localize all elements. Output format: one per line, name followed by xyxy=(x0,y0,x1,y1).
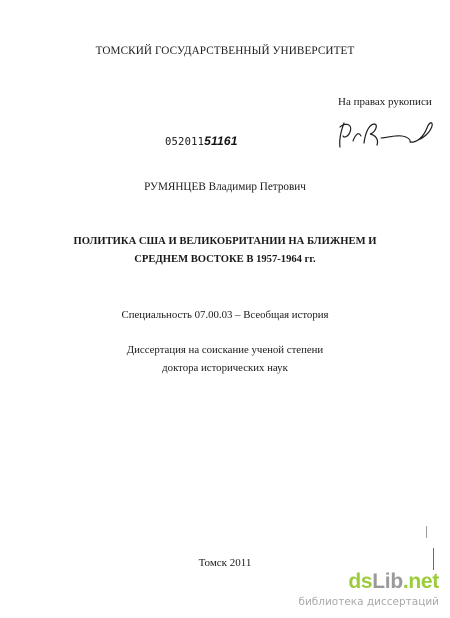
handwritten-signature xyxy=(330,113,440,151)
scan-edge-mark xyxy=(426,526,427,538)
dslib-logo-lib: Lib xyxy=(372,570,403,593)
scan-edge-mark xyxy=(433,548,434,570)
degree-statement-line-1: Диссертация на соискание ученой степени xyxy=(126,344,324,356)
dslib-watermark[interactable] xyxy=(272,570,447,616)
manuscript-rights-note: На правах рукописи xyxy=(338,96,432,108)
specialty-code: Специальность 07.00.03 – Всеобщая история xyxy=(121,309,329,321)
registration-number xyxy=(165,134,238,148)
registration-number-prefix: 052011 xyxy=(165,136,205,148)
city-and-year: Томск 2011 xyxy=(198,557,252,569)
dslib-logo xyxy=(348,570,439,594)
author-name: РУМЯНЦЕВ Владимир Петрович xyxy=(144,181,306,193)
dslib-logo-net: .net xyxy=(402,570,439,593)
dissertation-title-line-2: СРЕДНЕМ ВОСТОКЕ В 1957-1964 гг. xyxy=(134,254,316,265)
dissertation-title-line-1: ПОЛИТИКА США И ВЕЛИКОБРИТАНИИ НА БЛИЖНЕМ И xyxy=(73,236,377,247)
dslib-logo-ds: ds xyxy=(348,570,373,593)
dslib-tagline: библиотека диссертаций xyxy=(298,596,439,608)
institution-name: ТОМСКИЙ ГОСУДАРСТВЕННЫЙ УНИВЕРСИТЕТ xyxy=(95,45,355,57)
registration-number-stamped: 51161 xyxy=(204,134,238,148)
degree-statement-line-2: доктора исторических наук xyxy=(162,362,288,374)
